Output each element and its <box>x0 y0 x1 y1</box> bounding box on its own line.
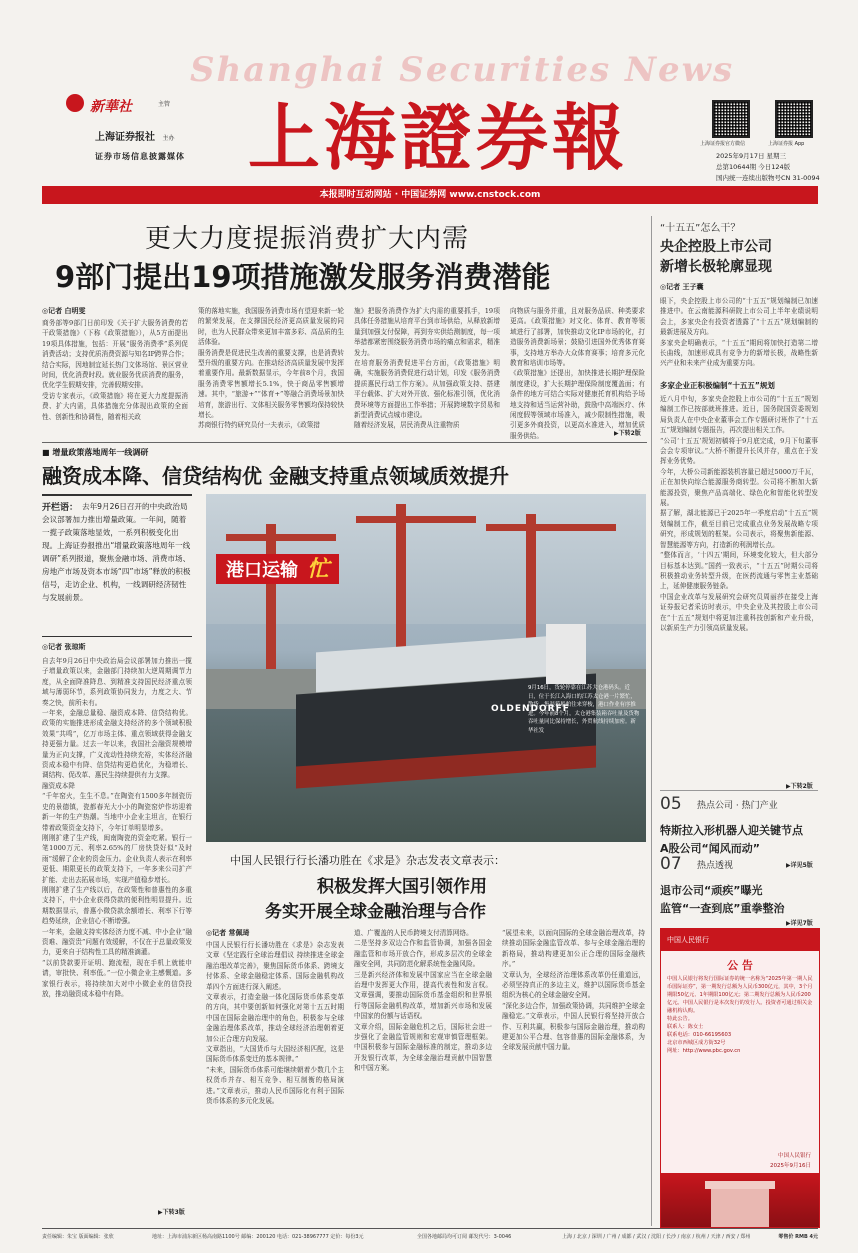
art1-byline: ◎记者 王子囊 <box>660 283 704 291</box>
xinhua-role: 主管 <box>158 101 171 108</box>
ship-bridge <box>546 624 586 684</box>
lead-headline-main: 9部门提出19项措施激发服务消费潜能 <box>55 260 551 294</box>
sec7-title-1[interactable]: 退市公司“顽疾”曝光 <box>660 884 763 897</box>
art1-kicker: “十五五”怎么干？ <box>660 223 741 234</box>
port-photo <box>206 494 646 842</box>
footer-address: 地址：上海市浦东新区杨高南路1100号 邮编：200120 电话：021-38967777 定价：每份3元 <box>152 1234 364 1240</box>
finance-byline: ◎记者 张琼斯 <box>42 643 86 651</box>
crane-3-arm <box>486 524 616 531</box>
issue-line: 总第10644期 今日124版 <box>716 163 791 171</box>
lead-headline-top: 更大力度提振消费扩大内需 <box>145 224 470 254</box>
sec7-title-2[interactable]: 监管“一查到底”重拳整治 <box>660 902 785 915</box>
art1-subhead: 多家企业正积极编制“十五五”规划 <box>660 381 775 390</box>
cn-line: 国内统一连续出版物号CN 31-0094 <box>716 174 820 182</box>
footer-rule <box>42 1228 818 1229</box>
banner-bar <box>42 186 818 204</box>
sec7-label: 热点透视 <box>697 861 734 871</box>
art1-title-2: 新增长极轮廓显现 <box>660 259 772 275</box>
photo-caption: 9月16日，货轮停靠在江苏大仓港码头。近日，位于长江入海口的江苏太仓港一片繁忙，散货、集装箱船舶往来穿梭，港口作业有序推进。今年前8个月，太仓港集装箱吞吐量及货物吞吐量同比保持增长，外贸航线持续加密。新华社发 <box>528 685 640 734</box>
app-qr-icon <box>775 100 813 138</box>
notice-brand: 中国人民银行 <box>667 936 709 944</box>
photo-tag <box>216 554 339 584</box>
footer-editors: 责任编辑：朱宝 版面编辑：张欣 <box>42 1234 114 1240</box>
publisher-role: 主办 <box>162 135 175 142</box>
sec5-number: 05 <box>660 794 682 814</box>
notice-building-image <box>661 1173 819 1227</box>
sec5-title-1[interactable]: 特斯拉入形机器人迎关键节点 <box>660 824 803 837</box>
notice-signature: 中国人民银行 <box>777 1153 811 1159</box>
ship-name: OLDENDORFF <box>491 704 570 714</box>
lead-col3: 施》把服务消费作为扩大内需的重要抓手，19项具体任务措施从培育平台到市场供给，从释放新增量到加强支付保障，再到夯实供给测制度，每一项举措都紧密围绕服务消费市场的痛点和需求，精准发力。 在培育服务消费促进平台方面，《政策措施》明确，实施服务消费促进行动计划，印发《服务消费提质惠民行动工作方案》。从加强政策支持、搭建平台载体、扩大对外开放、强化标准引领，优化消费环境等方面提出工作举措；开展跨境数字贸易和新型消费试点城市建设。 随着经济发展，居民消费从注重物质 <box>354 307 500 430</box>
pboc-headline-1: 积极发挥大国引领作用 <box>317 877 487 897</box>
date-line: 2025年9月17日 星期三 <box>716 152 787 160</box>
notice-header <box>661 929 819 951</box>
publisher <box>95 128 175 143</box>
xinhua-emblem-icon <box>66 94 84 112</box>
crane-1-arm <box>226 534 336 541</box>
right-column-divider <box>651 216 652 1226</box>
footer-subscription: 全国各地邮局均可订阅 邮发代号：3-0046 <box>417 1234 512 1240</box>
lead-divider <box>42 442 647 443</box>
pboc-col2: 道、广覆盖的人民币跨境支付清算网络。 二是坚持多双边合作和监管协调，加强各国金融监管和市场开放合作，形成多层次的全球金融安全网，共同防范化解系统性金融风险。 三是新兴经济体和发展中国家应当在全球金融治理中发挥更大作用，提高代表性和发言权。文章强调，要推动国际货币基金组织和世界银行等国际金融机构改革，增加新兴市场和发展中国家的份额与话语权。 文章介绍，国际金融危机之后，国际社会进一步强化了金融监管规则和宏观审慎管理框架。中国积极参与国际金融标准的制定，推动多边开发银行改革，为全球金融治理贡献中国智慧和中国方案。 <box>354 929 492 1073</box>
notice-body: 中国人民银行将发行国际证券的统一名称为“2025年第一期人民币国际证券”，第一期发行总额为人民币300亿元，其中，3个月期限50亿元、1年期限100亿元；第二期发行总额为人民币200亿元。中国人民银行是本次发行的发行人。投资者可通过相关金融机构认购。 特此公告。 联系人：陈女士 联系电话：010-66195603 北京市西城区成方街32号 网址：http://www.pbc.gov.cn <box>667 976 813 1054</box>
opener-box <box>42 494 192 637</box>
sec7-jump[interactable]: ▶详见7版 <box>786 920 813 927</box>
art1-paragraph-2: 近八月中旬，多家央企控股上市公司的“十五五”规划编制工作已按部就班推进。近日，国务院国资委规划局负责人在中央企业董事会工作专题研讨班作了“十五五”规划编制专题报告，再次提出相关工作。 “公司‘十五五’规划初稿将于9月底完成，9月下旬董事会会专项审议。”大桥不断提升长风并存，重点在于发挥业务优势。 今年，大桥公司新能源装机容量已超过5000万千瓦，正在加快向综合能源服务商转型。公司将不断加大新能源投资，聚焦产品高端化、绿色化和智能化转型发展。 据了解，湖北能源已于2025年一季度启动“十五五”规划编制工作，截至目前已完成重点业务发展战略专项研究，形成规划的框架。公司表示，将聚焦新能源、智慧能源等方向，打造新的利润增长点。 “整体而言，‘十四五’期间，环境变化较大，但大部分目标基本达到。”国药一致表示，“十五五”时期公司将积极推动业务转型升级，在医药流通与零售主业基础上，延伸健康服务链条。 中国企业改革与发展研究会研究员周丽莎在接受上海证券报记者采访时表示，中央企业及其控股上市公司在“十五五”规划中将更加注重科技创新和产业升级，以新质生产力引领高质量发展。 <box>660 395 818 632</box>
masthead <box>0 0 858 210</box>
pboc-col3: “展望未来，以面向国际的全球金融治理改革，持续推动国际金融监管改革、参与全球金融治理的新格局，推动构建更加公正合理的国际金融秩序。” 文章认为，全球经济治理体系改革仍任重道远，必须坚持真正的多边主义，维护以国际货币基金组织为核心的全球金融安全网。 “深化多边合作，加强政策协调，共同维护全球金融稳定。”文章表示，中国人民银行将坚持开放合作、互利共赢，积极参与国际金融治理，推动构建更加公平合理、包容普惠的国际金融体系，为全球发展贡献中国力量。 <box>502 929 645 1052</box>
notice-box <box>660 928 820 1228</box>
lead-col4: 向物质与服务并重，且对服务品质、种类要求更高。《政策措施》对文化、体育、教育等领域进行了部署，加快推动文化IP市场的化，打造服务消费新场景；鼓励引进国外优秀体育赛事，支持地方举办大众体育赛事；培育多元化教育和培训市场等。 《政策措施》还提出，加快推进长期护理保险制度建设，扩大长期护理保险制度覆盖面；有条件的地方可结合实际对健康托育机构给予场地支持和适当运营补助，鼓励中高端医疗、休闲度假等领域市场准入，减少限制性措施，吸引更多外商投资，以更高水准进入，增加优质服务供给。 <box>510 307 645 440</box>
crane-2-arm <box>356 516 476 523</box>
sec5-rule <box>660 790 818 791</box>
banner-text[interactable]: 本报即时互动网站 · 中国证券网 www.cnstock.com <box>319 190 541 200</box>
footer-price: 零售价 RMB 4元 <box>778 1234 818 1240</box>
sec5-label: 热点公司 · 热门产业 <box>697 801 778 811</box>
pboc-subtitle: 中国人民银行行长潘功胜在《求是》杂志发表文章表示： <box>230 854 505 867</box>
publisher-name: 上海证券报社 <box>95 132 155 143</box>
sec5-title-2[interactable]: A股公司“闻风而动” <box>660 842 760 855</box>
pboc-col1: 中国人民银行行长潘功胜在《求是》杂志发表文章《坚定践行全球治理倡议 持续推进全球金融治理改革完善》，聚焦国际货币体系、跨境支付体系、全球金融稳定体系、国际金融机构改革四个方面进行深入阐述。 文章表示，打造金融一体化国际货币体系变革的方向，其中要创新如何强化对第十五五时期中国在国际金融治理中的角色，积极参与全球金融治理体系改革，推动全球经济治理朝着更加公正合理方向发展。 文章指出，“大国货币与大国经济相匹配，这是国际货币体系变迁的基本规律。” “未来，国际货币体系可能继续朝着少数几个主权货币并存、相互竞争、相互制衡的格局演进。”文章表示，推动人民币国际化有利于国际货币体系的多元化发展。 <box>206 941 344 1106</box>
masthead-chinese-title: 上海證券報 <box>248 95 629 180</box>
designation: 证券市场信息披露媒体 <box>95 152 185 161</box>
finance-jump[interactable]: ▶下转3版 <box>158 1209 185 1216</box>
pboc-headline-2: 务实开展全球金融治理与合作 <box>265 902 486 922</box>
xinhua-logo <box>90 96 132 116</box>
finance-col1: 自去年9月26日中央政治局会议部署加力推出一揽子增量政策以来，金融部门持续加大逆周期调节力度，从全面降准降息、到精准支持国民经济重点领域与薄弱环节，系列政策协同发力，力度之大、节奏之快，前所未有。 一年来，金融总量稳、融资成本降、信贷结构优。政策的实施推进形成金融支持经济的多个领域积极效果“共鸣”，亿万市场主体、重点领域获得金融支持更强力量。过去一年以来，我国社会融资规模增量为正向支撑，广义流动性持续充裕，实体经济融资成本稳中有降、信贷结构更趋优化，为稳增长、调结构、促改革、惠民生持续提供有力支撑。 融资成本降 “千年窑火，生生不息。”在陶瓷有1500多年制瓷历史的景德镇，瓷都春光大小小的陶瓷窑炉作坊迎着新一年的生产热潮。当地中小企业主坦言，在银行带着政策资金支持下，今年订单明显增多。 刚刚扩建了生产线，闽南陶瓷的资金吃紧。银行一笔1000万元、利率2.65%的厂房快贷好似“及时雨”缓解了企业的资金压力。企业负责人表示在利率更低、期限更长的政策支持下，一年多来公司扩产扩能、走出去拓展市场，实现产值稳步增长。 刚刚扩建了生产线以后，在政策性和普惠性的多重支持下，中小企业获得贷款的便利性明显提升。近期数据显示，普惠小微贷款余额增长、利率下行等趋势延续，企业信心不断增强。 一年来，金融支持实体经济力度不减、中小企业“融资难、融资贵”问题有效缓解，不仅在于总量政策发力，更来自于结构性工具的精准滴灌。 “以前贷款要开证明、跑流程，现在手机上就能申请，审批快、利率低。”一位小微企业主感慨道。多家银行表示，将持续加大对中小微企业的信贷投放，推动融资成本稳中有降。 <box>42 657 192 998</box>
art1-paragraph-1: 眼下，央企控股上市公司的“十五五”规划编制已加速推进中。在云南能源科研院上市公司上半年业绩说明会上，多家央企有投资者透露了“十五五”规划编制的最新进展及方向。 多家央企明确表示，“十五五”期间将加快打造第二增长曲线，加速形成具有竞争力的新增长极，战略性新兴产业和未来产业成为重要方向。 <box>660 297 818 368</box>
art1-jump[interactable]: ▶下转2版 <box>786 783 813 790</box>
lead-jump[interactable]: ▶下转2版 <box>614 430 641 437</box>
wechat-label: 上海证券报官方微信 <box>700 141 746 147</box>
sec7-number: 07 <box>660 854 682 874</box>
notice-date: 2025年9月16日 <box>770 1163 811 1169</box>
opener-label: 开栏语： <box>42 503 79 513</box>
notice-title: 公 告 <box>727 959 753 972</box>
footer <box>42 1231 818 1249</box>
sec5-jump[interactable]: ▶详见5版 <box>786 862 813 869</box>
crane-1 <box>266 524 276 674</box>
masthead-english-title: Shanghai Securities News <box>190 50 735 90</box>
xinhua-name: 新華社 <box>90 99 132 115</box>
footer-cities: 上海 / 北京 / 深圳 / 广州 / 成都 / 武汉 / 沈阳 / 长沙 / 南京 / 杭州 / 天津 / 西安 / 郑州 <box>562 1234 751 1240</box>
finance-kicker: ■ 增量政策落地周年一线调研 <box>42 448 149 457</box>
lead-byline: ◎记者 白明雯 <box>42 307 86 315</box>
opener-text: 去年9月26日召开的中央政治局会议部署加力推出增量政策。一年间，随着一揽子政策落地显效，一系列积极变化出现。上海证券报推出“增量政策落地周年一线调研”系列报道，聚焦金融市场、消费市场、房地产市场及资本市场“四”市场”释放的积极信号，走访企业、机构，一线调研经济韧性与发展前景。 <box>42 502 191 602</box>
photo-tag-text: 港口运输 <box>226 560 298 581</box>
wechat-qr-icon <box>712 100 750 138</box>
app-label: 上海证券报 App <box>768 141 805 147</box>
lead-col2: 策的落地实施，我国服务消费市场有望迎来新一轮的繁荣发展，在支撑国民经济更高质量发展的同时，也为人民群众带来更加丰富多彩、高品质的生活体验。 服务消费是促进民生改善的重要支撑，也是消费转型升级的重要方向。在推动经济高质量发展中发挥着重要作用。最新数据显示，今年前8个月，我国服务消费零售额增长5.1%，快于商品零售额增速。其中，“旅游+”“体育+”等融合消费场景加快培育，旅游出行、文体相关服务零售额均保持较快增长。 苏商银行特约研究员付一夫表示，《政策措 <box>198 307 344 430</box>
pboc-byline: ◎记者 常佩琦 <box>206 929 250 937</box>
lead-col1: 商务部等9部门日前印发《关于扩大服务消费的若干政策措施》（下称《政策措施》），从5方面提出19项具体措施，包括：开展“服务消费季”系列促消费活动；支持优质消费资源与知名IP跨界合作；结合实际，因地制宜延长热门文体场馆、景区营业时间，优化消费时段。就业服务优质消费的服务，优化学生假期安排，完善假期安排。 受访专家表示，《政策措施》将在更大力度提振消费、扩大内需，具体措施充分体现出政策的全面性、创新性和协调性，随着相关政 <box>42 319 188 421</box>
art1-title-1: 央企控股上市公司 <box>660 239 772 255</box>
finance-headline: 融资成本降、信贷结构优 金融支持重点领域质效提升 <box>42 464 509 488</box>
photo-tag-char: 忙 <box>307 556 330 582</box>
